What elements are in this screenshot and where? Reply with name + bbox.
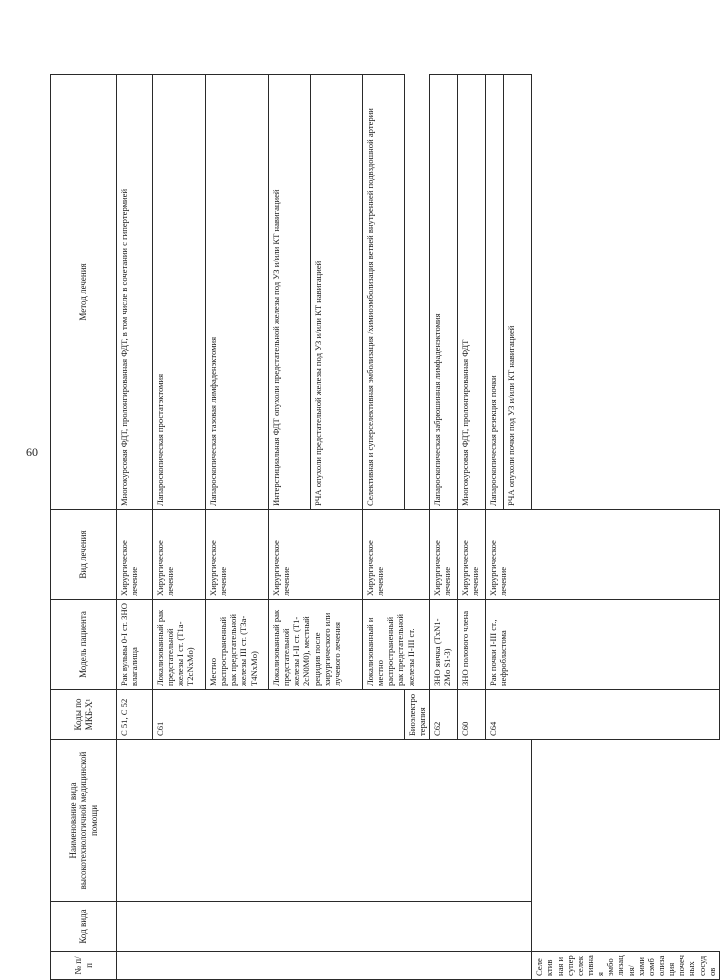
kind-cell: Хирургическое лечение	[430, 510, 458, 600]
method-cell: Многокурсовая ФДТ, пролонгированная ФДТ	[458, 75, 486, 510]
method-cell: Лапароскопическая забрюшинная лимфаденэктомия	[430, 75, 458, 510]
model-cell: Локализованный рак предстательной железы I-II ст. (T1-2cN0M0), местный рецидив после хирургического или лучевого лечения	[269, 600, 363, 690]
header-mkb: Коды по МКБ-X¹	[51, 690, 117, 740]
kind-cell: Хирургическое лечение	[458, 510, 486, 600]
model-cell: Локализованный рак предстательной железы I ст. (T1a-T2cNxMo)	[153, 600, 206, 690]
method-cell: Селективная и суперселективная эмболизация /химиоэмболизация ветвей внутренней подвздошной артерии	[363, 75, 405, 510]
mkb-cell: C60	[458, 690, 486, 740]
method-cell: Многокурсовая ФДТ, пролонгированная ФДТ, в том числе в сочетании с гипертермией	[117, 75, 153, 510]
model-cell: Локализованный и местно распространенный рак предстательной железы II-III ст.	[363, 600, 430, 690]
treatment-table	[50, 74, 720, 980]
kind-cell: Хирургическое лечение	[206, 510, 269, 600]
code-kind-cell	[117, 902, 532, 952]
name-cell	[117, 740, 532, 902]
kind-cell: Хирургическое лечение	[363, 510, 430, 600]
model-cell: Местно распространенный рак предстательной железы III ст. (T3a-T4NxMo)	[206, 600, 269, 690]
model-cell: ЗНО полового члена	[458, 600, 486, 690]
model-cell: Рак почки I-III ст., нефробластома	[486, 600, 720, 690]
model-cell: Рак вульвы 0-I ст. ЗНО влагалища	[117, 600, 153, 690]
rotated-table-frame	[50, 75, 717, 980]
mkb-cell: C61	[153, 690, 405, 740]
header-method: Метод лечения	[51, 75, 117, 510]
mkb-cell: C62	[430, 690, 458, 740]
header-treatment-kind: Вид лечения	[51, 510, 117, 600]
header-code-kind: Код вида	[51, 902, 117, 952]
kind-cell: Хирургическое лечение	[117, 510, 153, 600]
header-model: Модель пациента	[51, 600, 117, 690]
page-number: 60	[26, 445, 38, 459]
mkb-cell: C 51, C 52	[117, 690, 153, 740]
mkb-cell: C64	[486, 690, 720, 740]
method-cell: Интерстициальная ФДТ опухоли предстательной железы под УЗ и/или КТ навигацией	[269, 75, 311, 510]
method-cell: Биоэлектротерапия	[405, 690, 430, 740]
table-row	[117, 75, 153, 980]
model-cell: ЗНО яичка (TxN1-2Mo S1-3)	[430, 600, 458, 690]
kind-cell: Хирургическое лечение	[486, 510, 720, 600]
kind-cell: Хирургическое лечение	[153, 510, 206, 600]
method-cell: РЧА опухоли почки под УЗ и/или КТ навигацией	[504, 75, 532, 510]
method-cell: Лапароскопическая резекция почки	[486, 75, 504, 510]
method-cell: Селективная и суперселективная эмболизация/химиоэмболизация почечных сосудов	[532, 952, 720, 980]
header-num: № п/п	[51, 952, 117, 980]
method-cell: РЧА опухоли предстательной железы под УЗ и/или КТ навигацией	[311, 75, 363, 510]
kind-cell: Хирургическое лечение	[269, 510, 363, 600]
header-row	[51, 75, 117, 980]
header-name: Наименование вида высокотехнологичной медицинской помощи	[51, 740, 117, 902]
method-cell: Лапароскопическая тазовая лимфаденэктомия	[206, 75, 269, 510]
method-cell: Лапароскопическая простатэктомия	[153, 75, 206, 510]
num-cell	[117, 952, 532, 980]
